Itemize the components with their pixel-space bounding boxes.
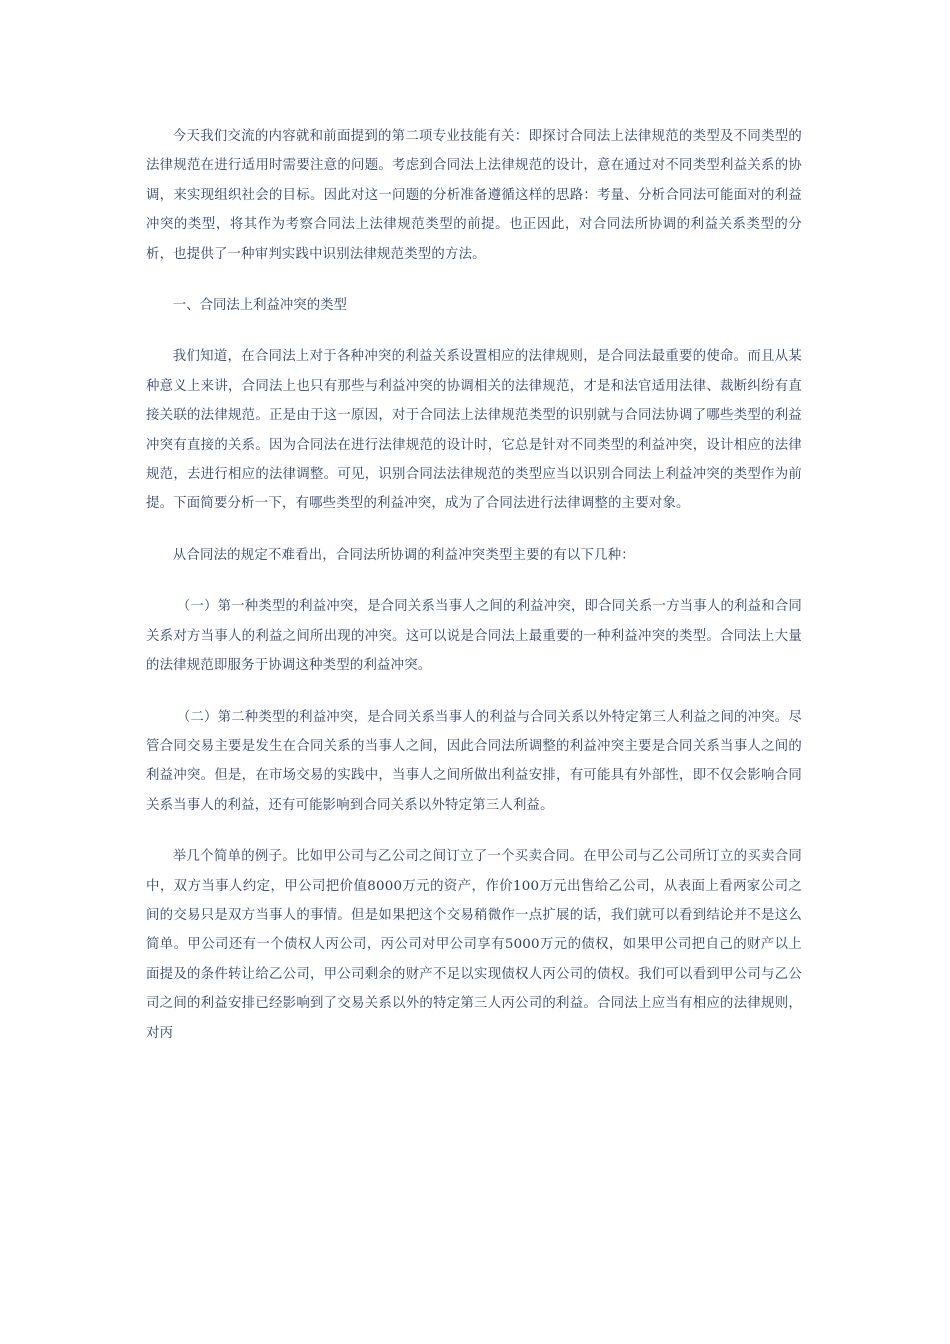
paragraph-types-intro: 从合同法的规定不难看出，合同法所协调的利益冲突类型主要的有以下几种：: [172, 547, 635, 563]
paragraph-spacer: [146, 320, 802, 342]
document-body: [146, 122, 802, 1048]
paragraph-intro: 今天我们交流的内容就和前面提到的第二项专业技能有关：即探讨合同法上法律规范的类型及不同类型的法律规范在进行适用时需要注意的问题。考虑到合同法上法律规范的设计，意在通过对不同类型利益关系的协调，来实现组织社会的目标。因此对这一问题的分析准备遵循这样的思路：考量、分析合同法可能面对的利益冲突的类型，将其作为考察合同法上法律规范类型的前提。也正因此，对合同法所协调的利益关系类型的分析，也提供了一种审判实践中识别法律规范类型的方法。: [146, 129, 802, 262]
paragraph-example: 举几个简单的例子。比如甲公司与乙公司之间订立了一个买卖合同。在甲公司与乙公司所订立的买卖合同中，双方当事人约定，甲公司把价值8000万元的资产，作价100万元出售给乙公司，从表面上看两家公司之间的交易只是双方当事人的事情。但是如果把这个交易稍微作一点扩展的话，我们就可以看到结论并不是这么简单。甲公司还有一个债权人丙公司，丙公司对甲公司享有5000万元的债权，如果甲公司把自己的财产以上面提及的条件转让给乙公司，甲公司剩余的财产不足以实现债权人丙公司的债权。我们可以看到甲公司与乙公司之间的利益安排已经影响到了交易关系以外的特定第三人丙公司的利益。合同法上应当有相应的法律规则，对丙: [146, 849, 802, 1041]
paragraph-spacer: [146, 570, 802, 592]
paragraph-type-two: （二）第二种类型的利益冲突，是合同关系当事人的利益与合同关系以外特定第三人利益之间的冲突。尽管合同交易主要是发生在合同关系的当事人之间，因此合同法所调整的利益冲突主要是合同关系当事人之间的利益冲突。但是，在市场交易的实践中，当事人之间所做出利益安排，有可能具有外部性，即不仅会影响合同关系当事人的利益，还有可能影响到合同关系以外特定第三人利益。: [146, 709, 802, 813]
paragraph-spacer: [146, 519, 802, 541]
paragraph-spacer: [146, 269, 802, 291]
paragraph-type-one: （一）第一种类型的利益冲突，是合同关系当事人之间的利益冲突，即合同关系一方当事人的利益和合同关系对方当事人的利益之间所出现的冲突。这可以说是合同法上最重要的一种利益冲突的类型。合同法上大量的法律规范即服务于协调这种类型的利益冲突。: [146, 599, 802, 674]
paragraph-spacer: [146, 820, 802, 842]
paragraph-mission: 我们知道，在合同法上对于各种冲突的利益关系设置相应的法律规则，是合同法最重要的使命。而且从某种意义上来讲，合同法上也只有那些与利益冲突的协调相关的法律规范，才是和法官适用法律、裁断纠纷有直接关联的法律规范。正是由于这一原因，对于合同法上法律规范类型的识别就与合同法协调了哪些类型的利益冲突有直接的关系。因为合同法在进行法律规范的设计时，它总是针对不同类型的利益冲突，设计相应的法律规范，去进行相应的法律调整。可见，识别合同法法律规范的类型应当以识别合同法上利益冲突的类型作为前提。下面简要分析一下，有哪些类型的利益冲突，成为了合同法进行法律调整的主要对象。: [146, 349, 802, 512]
paragraph-spacer: [146, 681, 802, 703]
section-heading: 一、合同法上利益冲突的类型: [172, 298, 347, 314]
